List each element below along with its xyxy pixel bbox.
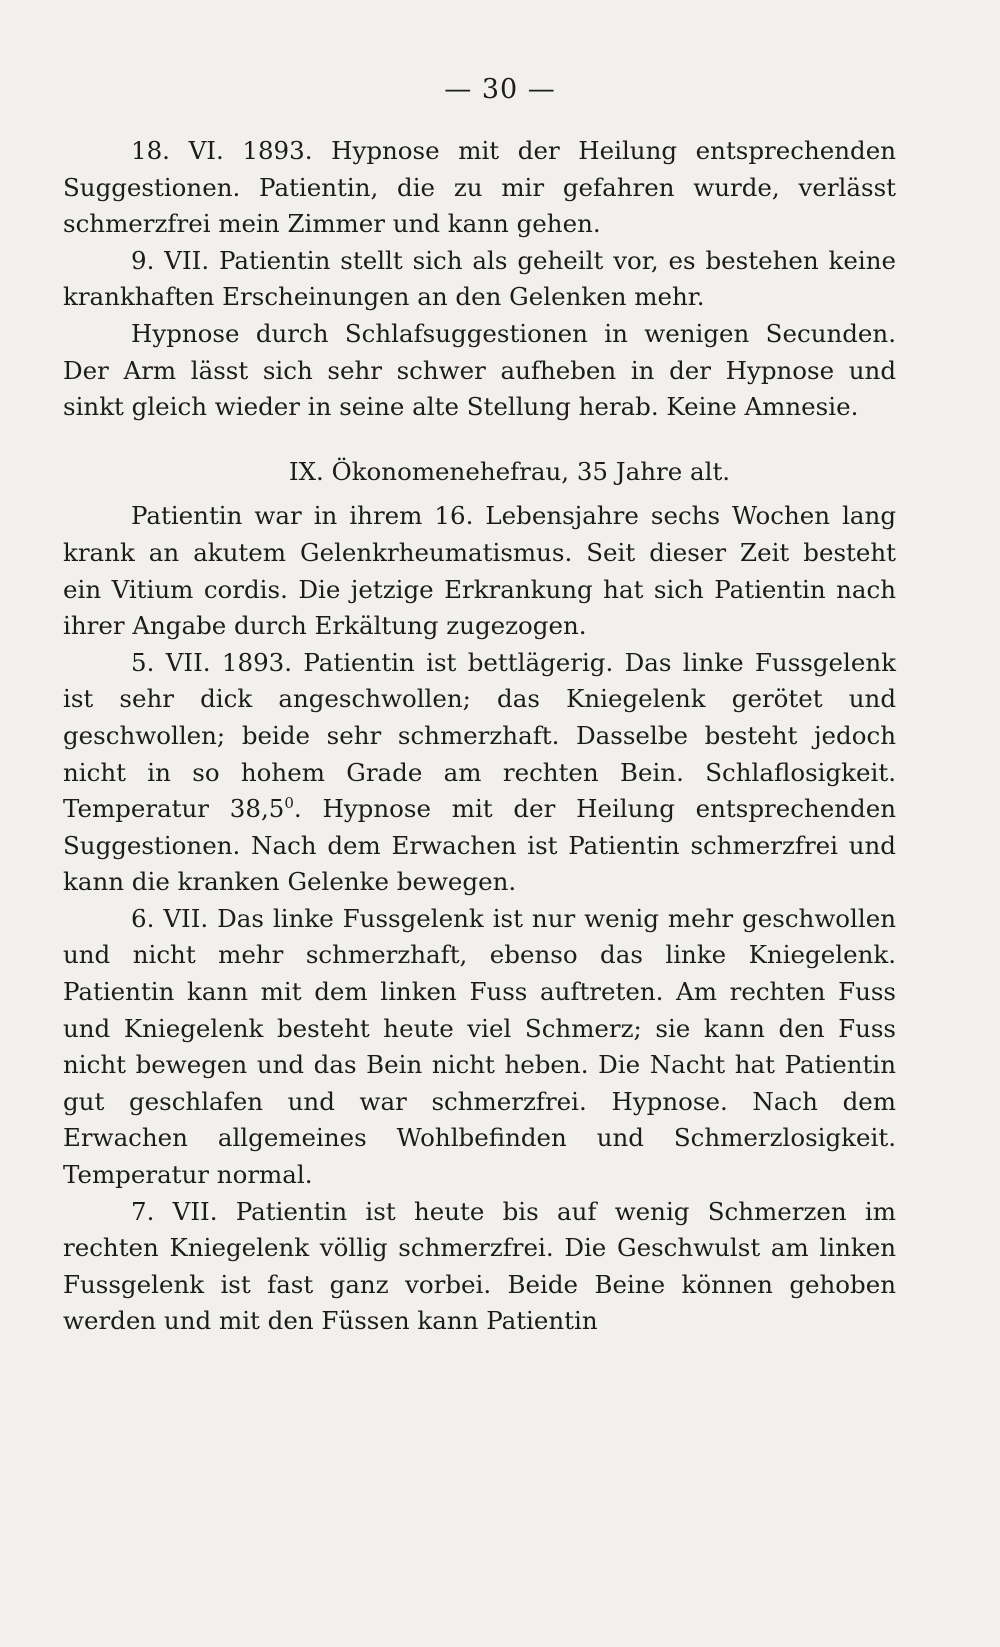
paragraph-hypnose: Hypnose durch Schlafsuggestionen in wenigen Secunden. Der Arm lässt sich sehr schwer aufheben in der Hypnose und sinkt gleich wieder in seine alte Stellung herab. Keine Amnesie. — [63, 318, 896, 422]
paragraph-9-vii: 9. VII. Patientin stellt sich als geheilt vor, es bestehen keine krankhaften Erscheinungen an den Gelenken mehr. — [63, 245, 896, 312]
paragraph-5-vii — [63, 645, 896, 901]
degree-mark: 0 — [284, 793, 294, 812]
case-heading: IX. Ökonomenehefrau, 35 Jahre alt. — [288, 456, 731, 486]
paragraph-5-vii-after: . Hypnose mit der Heilung entsprechenden Suggestionen. Nach dem Erwachen ist Patientin schmerzfrei und kann die kranken Gelenke bewegen. — [63, 794, 896, 897]
paragraph-history: Patientin war in ihrem 16. Lebensjahre sechs Wochen lang krank an akutem Gelenkrheumatismus. Seit dieser Zeit besteht ein Vitium cordis. Die jetzige Erkrankung hat sich Patientin nach ihrer Angabe durch Erkältung zugezogen. — [63, 501, 896, 641]
paragraph-6-vii: 6. VII. Das linke Fussgelenk ist nur wenig mehr geschwollen und nicht mehr schmerzhaft, ebenso das linke Kniegelenk. Patientin kann mit dem linken Fuss auftreten. Am rechten Fuss und Kniegelenk besteht heute viel Schmerz; sie kann den Fuss nicht bewegen und das Bein nicht heben. Die Nacht hat Patientin gut geschlafen und war schmerzfrei. Hypnose. Nach dem Erwachen allgemeines Wohlbefinden und Schmerzlosigkeit. Temperatur normal. — [63, 903, 896, 1190]
paragraph-7-vii: 7. VII. Patientin ist heute bis auf wenig Schmerzen im rechten Kniegelenk völlig schmerzfrei. Die Geschwulst am linken Fussgelenk ist fast ganz vorbei. Beide Beine können gehoben werden und mit den Füssen kann Patientin — [63, 1196, 896, 1336]
paragraph-18-vi: 18. VI. 1893. Hypnose mit der Heilung entsprechenden Suggestionen. Patientin, die zu mir gefahren wurde, verlässt schmerzfrei mein Zimmer und kann gehen. — [63, 136, 896, 239]
paragraph-5-vii-before: 5. VII. 1893. Patientin ist bettlägerig. Das linke Fussgelenk ist sehr dick angeschwollen; das Kniegelenk gerötet und geschwollen; beide sehr schmerzhaft. Dasselbe besteht jedoch nicht in so hohem Grade am rechten Bein. Schlaflosigkeit. Temperatur 38,5 — [63, 647, 896, 824]
page-number: — 30 — — [444, 74, 556, 105]
page-body — [63, 133, 896, 1340]
